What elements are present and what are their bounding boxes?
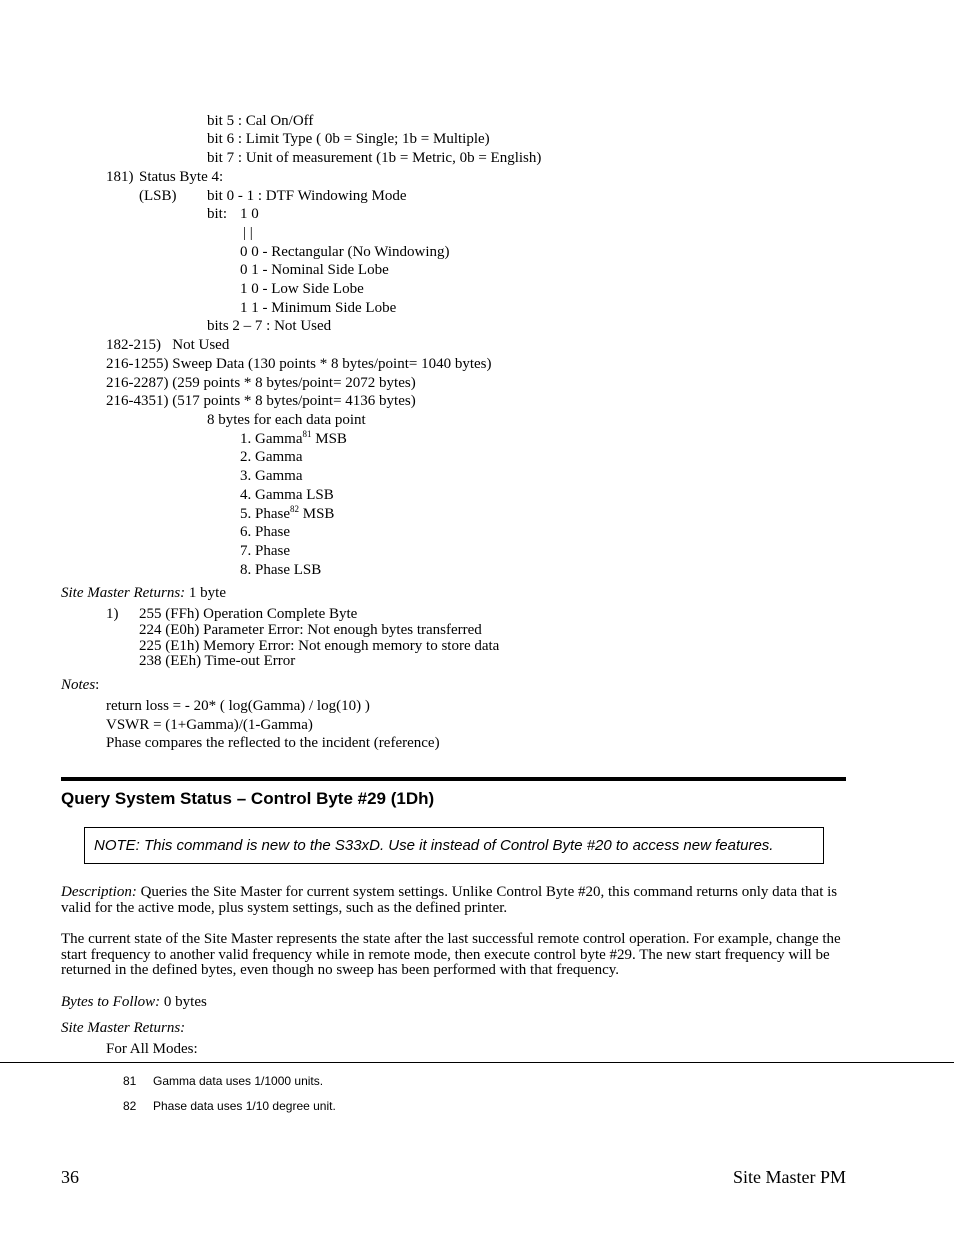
footnote-ref: 82 (290, 504, 299, 514)
window-mode-item: 1 1 - Minimum Side Lobe (240, 300, 397, 316)
bit-bars: | | (243, 225, 253, 241)
status-byte4-title: Status Byte 4: (139, 169, 224, 185)
returns-line: Site Master Returns: 1 byte (61, 585, 226, 601)
data-point-item: 2. Gamma (240, 449, 303, 465)
bit-values: 1 0 (240, 206, 259, 222)
returns-label-2: Site Master Returns: (61, 1020, 186, 1036)
range-sweep-130: 216-1255) Sweep Data (130 points * 8 bytes/point= 1040 bytes) (106, 356, 492, 372)
data-point-item: 8. Phase LSB (240, 562, 322, 578)
page-number: 36 (61, 1167, 79, 1187)
status-bit-6: bit 6 : Limit Type ( 0b = Single; 1b = Multiple) (207, 131, 490, 147)
bytes-to-follow: Bytes to Follow: 0 bytes (61, 994, 207, 1010)
current-state-paragraph: The current state of the Site Master represents the state after the last successful remote control operation. For example, change the start frequency to another valid frequency while in remote mode, then execute control byte #29. The new start frequency will be returned in the defined bytes, even though no sweep has been performed with that frequency. (61, 931, 841, 978)
return-code: 225 (E1h) Memory Error: Not enough memory to store data (139, 638, 500, 654)
note-box (84, 827, 824, 864)
data-point-item: 7. Phase (240, 543, 290, 559)
note-line: Phase compares the reflected to the incident (reference) (106, 735, 440, 751)
section-heading: Query System Status – Control Byte #29 (1Dh) (61, 789, 435, 808)
footnote-text: Phase data uses 1/10 degree unit. (153, 1099, 336, 1113)
footnote-number: 81 (123, 1074, 137, 1088)
window-mode-item: 0 1 - Nominal Side Lobe (240, 262, 389, 278)
notes-label: Notes: (61, 677, 100, 693)
bit-prefix: bit: (207, 206, 228, 222)
note-line: return loss = - 20* ( log(Gamma) / log(10) ) (106, 698, 370, 714)
data-point-item: 6. Phase (240, 524, 290, 540)
window-mode-item: 0 0 - Rectangular (No Windowing) (240, 244, 450, 260)
bits-2-7: bits 2 – 7 : Not Used (207, 318, 332, 334)
window-mode-item: 1 0 - Low Side Lobe (240, 281, 364, 297)
note-box-text: NOTE: This command is new to the S33xD. Use it instead of Control Byte #20 to access new features. (94, 837, 774, 854)
footnote-ref: 81 (302, 429, 312, 439)
data-point-item: 1. Gamma$^{81}$ MSB (240, 429, 347, 447)
description-paragraph: Description: Queries the Site Master for current system settings. Unlike Control Byte #20, this command returns only data that is valid for the active mode, plus system settings, such as the defined printer. (61, 884, 838, 916)
footer-title: Site Master PM (732, 1167, 846, 1187)
returns-number: 1) (106, 606, 119, 622)
return-code: 238 (EEh) Time-out Error (139, 653, 296, 669)
data-point-item: 3. Gamma (240, 468, 303, 484)
bytes-per-point: 8 bytes for each data point (207, 412, 366, 428)
return-code: 255 (FFh) Operation Complete Byte (139, 606, 358, 622)
note-line: VSWR = (1+Gamma)/(1-Gamma) (106, 717, 313, 733)
section-divider (61, 777, 846, 781)
status-byte4-number: 181) (106, 169, 134, 185)
status-bit-5: bit 5 : Cal On/Off (207, 113, 314, 129)
footnote-text: Gamma data uses 1/1000 units. (153, 1074, 324, 1088)
range-sweep-259: 216-2287) (259 points * 8 bytes/point= 2072 bytes) (106, 375, 416, 391)
data-point-item: 4. Gamma LSB (240, 487, 334, 503)
footnote-divider (0, 1062, 954, 1063)
data-point-item: 5. Phase$^{82}$ MSB (240, 504, 335, 522)
range-not-used: 182-215) Not Used (106, 337, 230, 353)
range-sweep-517: 216-4351) (517 points * 8 bytes/point= 4136 bytes) (106, 393, 416, 409)
dtf-windowing-bits: bit 0 - 1 : DTF Windowing Mode (207, 188, 407, 204)
return-code: 224 (E0h) Parameter Error: Not enough bytes transferred (139, 622, 482, 638)
for-all-modes: For All Modes: (106, 1041, 198, 1057)
footnote-number: 82 (123, 1099, 137, 1113)
lsb-label: (LSB) (139, 188, 177, 204)
status-bit-7: bit 7 : Unit of measurement (1b = Metric, 0b = English) (207, 150, 542, 166)
